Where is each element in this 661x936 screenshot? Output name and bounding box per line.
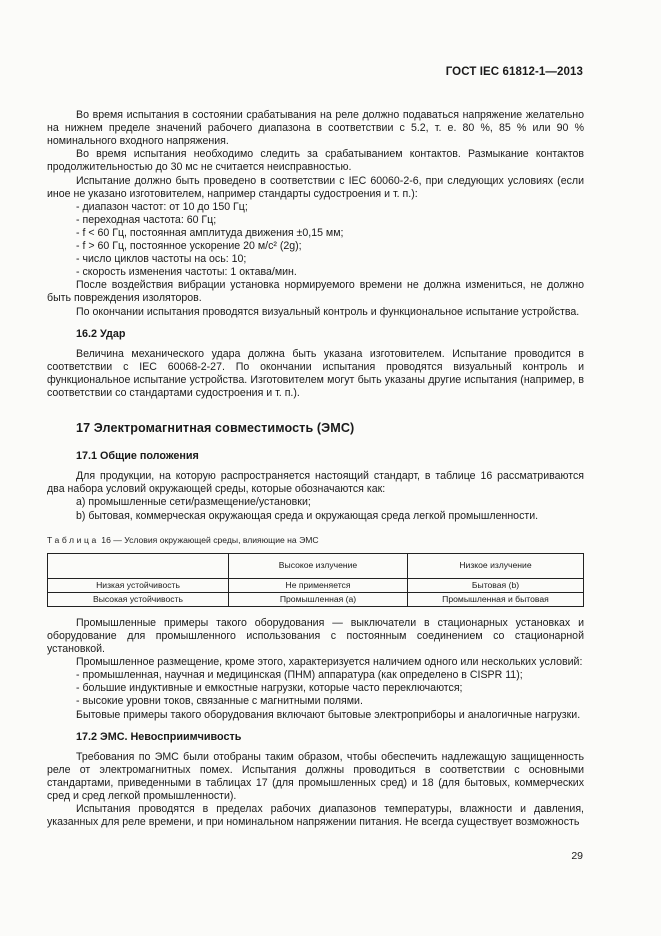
- list-item: - большие индуктивные и емкостные нагрузки, которые часто переключаются;: [76, 682, 463, 695]
- paragraph: Испытание должно быть проведено в соответствии с IEC 60060-2-6, при следующих условиях (если иное не указано изготовителем, например стандарты судостроения и т. п.):: [47, 174, 584, 200]
- paragraph: Величина механического удара должна быть указана изготовителем. Испытание проводится в соответствии с IEC 60068-2-27. По окончании испытания проводятся визуальный контроль и функциональное испытание устройства. Изготовителем могут быть указаны другие испытания (например, в соответствии со стандартами судостроения и т. п.).: [47, 347, 584, 399]
- table-header-cell: Высокое излучение: [229, 553, 408, 578]
- table-cell: Промышленная (а): [229, 592, 408, 606]
- table-caption: [47, 534, 584, 547]
- paragraph: По окончании испытания проводятся визуальный контроль и функциональное испытание устройства.: [76, 305, 580, 318]
- paragraph: [47, 96, 584, 109]
- table-row: [48, 592, 584, 606]
- list-item: - скорость изменения частоты: 1 октава/мин.: [76, 266, 297, 279]
- paragraph: Бытовые примеры такого оборудования включают бытовые электроприборы и аналогичные нагрузки.: [76, 708, 581, 721]
- table-caption-text: 16 — Условия окружающей среды, влияющие на ЭМС: [101, 534, 319, 545]
- subsection-heading-17-2: 17.2 ЭМС. Невосприимчивость: [76, 730, 242, 743]
- table-header-cell: [48, 553, 229, 578]
- page-content: [47, 96, 584, 829]
- table-cell: Не применяется: [229, 578, 408, 592]
- paragraph: Промышленные примеры такого оборудования — выключатели в стационарных установках и оборудование для промышленного использования с постоянным соединением со стационарной установкой.: [47, 616, 584, 656]
- table-cell: Низкая устойчивость: [48, 578, 229, 592]
- emc-conditions-table: [47, 553, 584, 607]
- page-number: 29: [571, 850, 583, 862]
- paragraph: Требования по ЭМС были отобраны таким образом, чтобы обеспечить надлежащую защищенность реле от электромагнитных помех. Испытания должны проводиться в соответствии с основными стандартами, приведенными в таблицах 17 (для промышленных сред) и 18 (для бытовых, коммерческих сред и сред легкой промышленности).: [47, 750, 584, 803]
- vibration-conditions-list: [76, 201, 584, 280]
- table-caption-label: Таблица: [47, 534, 99, 545]
- document-id-header: ГОСТ IEC 61812-1—2013: [445, 66, 583, 78]
- list-item: a) промышленные сети/размещение/установки;: [76, 496, 311, 509]
- table-cell: Высокая устойчивость: [48, 592, 229, 606]
- table-header-row: [48, 553, 584, 578]
- list-item: - промышленная, научная и медицинская (ПНМ) аппаратура (как определено в CISPR 11);: [76, 669, 523, 682]
- list-item: - f < 60 Гц, постоянная амплитуда движения ±0,15 мм;: [76, 226, 344, 239]
- list-item: - переходная частота: 60 Гц;: [76, 213, 217, 226]
- subsection-heading-16-2: 16.2 Удар: [76, 327, 126, 340]
- paragraph: Испытания проводятся в пределах рабочих диапазонов температуры, влажности и давления, указанных для реле времени, и при номинальном напряжении питания. Не всегда существует возможность: [47, 803, 584, 829]
- subsection-heading-17-1: 17.1 Общие положения: [76, 450, 199, 463]
- section-heading-17: 17 Электромагнитная совместимость (ЭМС): [76, 421, 355, 436]
- paragraph: Во время испытания в состоянии срабатывания на реле должно подаваться напряжение желательно на нижнем пределе значений рабочего диапазона в соответствии с 5.2, т. е. 80 %, 85 % или 90 % номинального входного напряжения.: [47, 109, 584, 148]
- list-item: - f > 60 Гц, постоянное ускорение 20 м/с² (2g);: [76, 240, 302, 253]
- list-item: - число циклов частоты на ось: 10;: [76, 253, 247, 266]
- list-item: b) бытовая, коммерческая окружающая среда и окружающая среда легкой промышленности.: [76, 509, 539, 522]
- paragraph: Промышленное размещение, кроме этого, характеризуется наличием одного или нескольких условий:: [76, 656, 583, 669]
- table-cell: Промышленная и бытовая: [408, 592, 584, 606]
- table-cell: Бытовая (b): [408, 578, 584, 592]
- table-header-cell: Низкое излучение: [408, 553, 584, 578]
- list-item: - высокие уровни токов, связанные с магнитными полями.: [76, 695, 363, 708]
- table-row: [48, 578, 584, 592]
- paragraph: Для продукции, на которую распространяется настоящий стандарт, в таблице 16 рассматриваются два набора условий окружающей среды, которые обозначаются как:: [47, 470, 584, 496]
- paragraph: После воздействия вибрации установка нормируемого времени не должна измениться, не должно быть повреждения изоляторов.: [47, 279, 584, 305]
- list-item: - диапазон частот: от 10 до 150 Гц;: [76, 200, 248, 213]
- paragraph: Во время испытания необходимо следить за срабатыванием контактов. Размыкание контактов продолжительностью до 30 мс не считается неисправностью.: [47, 148, 584, 174]
